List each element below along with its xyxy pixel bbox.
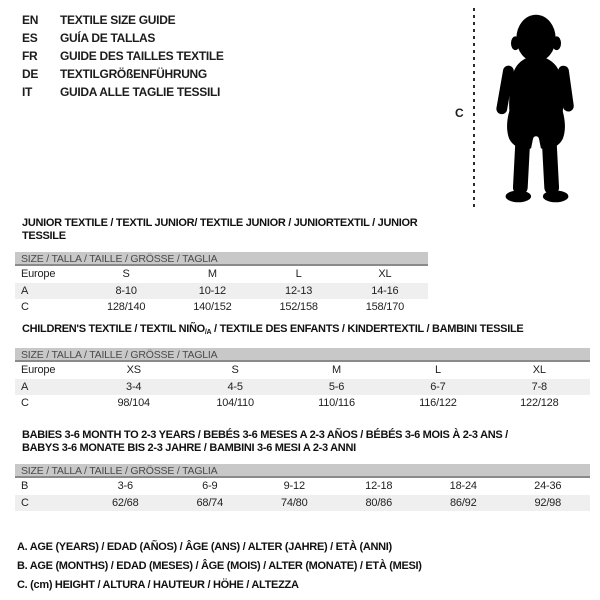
size-cell: M — [207, 268, 217, 280]
table-title — [22, 217, 428, 243]
size-cell: 8-10 — [115, 284, 137, 297]
table-title-text: CHILDREN'S TEXTILE / TEXTIL NIÑO — [22, 323, 205, 335]
height-measure-dotted-line — [473, 8, 475, 208]
junior-textile-section — [15, 217, 428, 316]
footnote: C. (cm) HEIGHT / ALTURA / HAUTEUR / HÖHE / ALTEZZA — [17, 579, 299, 591]
row-label: B — [21, 480, 29, 492]
table-title — [22, 323, 590, 339]
size-cell: 12-13 — [285, 284, 313, 297]
size-cell: 3-4 — [126, 380, 142, 393]
table-row — [15, 283, 428, 300]
table-row — [15, 495, 590, 512]
language-code: FR — [22, 49, 38, 63]
size-cell: 18-24 — [449, 480, 477, 492]
size-cell: 116/122 — [419, 397, 457, 409]
row-label: Europe — [21, 268, 56, 280]
size-table — [15, 348, 590, 412]
size-cell: 92/98 — [534, 496, 562, 509]
size-cell: 5-6 — [328, 380, 345, 393]
size-cell: 9-12 — [283, 480, 305, 492]
size-cell: M — [332, 364, 341, 376]
size-cell: 68/74 — [196, 496, 224, 509]
language-row — [22, 11, 224, 29]
size-cell: 14-16 — [371, 284, 399, 297]
size-cell: 128/140 — [106, 301, 146, 313]
table-title-line: BABYS 3-6 MONATE BIS 2-3 JAHRE / BAMBINI 3-6 MESI A 2-3 ANNI — [22, 442, 356, 454]
size-cell: L — [434, 364, 441, 376]
table-title-line: BABIES 3-6 MONTH TO 2-3 YEARS / BEBÉS 3-6 MESES A 2-3 AÑOS / BÉBÉS 3-6 MOIS À 2-3 ANS / — [22, 429, 508, 441]
row-label: Europe — [21, 364, 56, 376]
size-cell: 4-5 — [227, 380, 243, 393]
table-row — [15, 266, 428, 283]
size-cell: 140/152 — [193, 301, 232, 313]
size-cell: 3-6 — [117, 480, 133, 492]
size-cell: 104/110 — [216, 397, 254, 409]
height-measure-label: C — [455, 106, 464, 120]
childrens-textile-section — [15, 323, 590, 412]
size-cell: 74/80 — [280, 496, 308, 509]
table-row — [15, 299, 428, 316]
footnote: A. AGE (YEARS) / EDAD (AÑOS) / ÂGE (ANS) / ALTER (JAHRE) / ETÀ (ANNI) — [17, 541, 392, 553]
table-row — [15, 478, 590, 495]
table-title-text: / TEXTILE DES ENFANTS / KINDERTEXTIL / BAMBINI TESSILE — [211, 323, 524, 335]
footnote: B. AGE (MONTHS) / EDAD (MESES) / ÂGE (MOIS) / ALTER (MONATE) / ETÀ (MESI) — [17, 560, 422, 572]
table-row — [15, 395, 590, 412]
language-list — [22, 11, 224, 101]
size-cell: 10-12 — [198, 284, 226, 297]
row-label: C — [21, 496, 29, 509]
language-row — [22, 83, 224, 101]
size-cell: XL — [532, 364, 546, 376]
toddler-silhouette-icon — [482, 10, 590, 208]
size-cell: 98/104 — [117, 397, 150, 409]
language-title: TEXTILE SIZE GUIDE — [60, 13, 176, 27]
language-row — [22, 65, 224, 83]
row-label: C — [21, 301, 29, 313]
table-row — [15, 362, 590, 379]
size-cell: XS — [126, 364, 141, 376]
size-cell: 6-9 — [202, 480, 218, 492]
language-code: EN — [22, 13, 39, 27]
table-row — [15, 379, 590, 396]
size-cell: 110/116 — [318, 397, 355, 409]
size-cell: 152/158 — [279, 301, 318, 313]
size-cell: S — [231, 364, 239, 376]
row-label: C — [21, 397, 29, 409]
language-row — [22, 29, 224, 47]
language-code: ES — [22, 31, 38, 45]
size-header-bar: SIZE / TALLA / TAILLE / GRÖSSE / TAGLIA — [15, 348, 590, 362]
row-label: A — [21, 284, 29, 297]
size-cell: L — [295, 268, 302, 280]
size-header-bar: SIZE / TALLA / TAILLE / GRÖSSE / TAGLIA — [15, 464, 590, 478]
table-title-text: JUNIOR TEXTILE / TEXTIL JUNIOR/ TEXTILE JUNIOR / JUNIORTEXTIL / JUNIOR TESSILE — [22, 217, 418, 242]
size-cell: 158/170 — [365, 301, 405, 313]
size-cell: 7-8 — [531, 380, 547, 393]
size-table — [15, 252, 428, 316]
table-title — [22, 429, 590, 455]
size-cell: 6-7 — [430, 380, 446, 393]
size-cell: 86/92 — [449, 496, 477, 509]
size-cell: S — [122, 268, 130, 280]
size-cell: 62/68 — [111, 496, 139, 509]
language-code: DE — [22, 67, 39, 81]
language-title: TEXTILGRÖßENFÜHRUNG — [60, 67, 207, 81]
table-title-subscript: /A — [204, 329, 212, 336]
language-code: IT — [22, 85, 33, 99]
size-header-bar: SIZE / TALLA / TAILLE / GRÖSSE / TAGLIA — [15, 252, 428, 266]
size-cell: 122/128 — [520, 397, 559, 409]
footnotes — [17, 538, 422, 595]
size-cell: 24-36 — [534, 480, 562, 492]
language-title: GUÍA DE TALLAS — [60, 31, 156, 45]
row-label: A — [21, 380, 29, 393]
language-row — [22, 47, 224, 65]
size-table — [15, 464, 590, 511]
language-title: GUIDE DES TAILLES TEXTILE — [60, 49, 224, 63]
size-cell: XL — [378, 268, 392, 280]
babies-textile-section — [15, 429, 590, 511]
size-cell: 12-18 — [365, 480, 393, 492]
language-title: GUIDA ALLE TAGLIE TESSILI — [60, 85, 221, 99]
size-cell: 80/86 — [365, 496, 393, 509]
